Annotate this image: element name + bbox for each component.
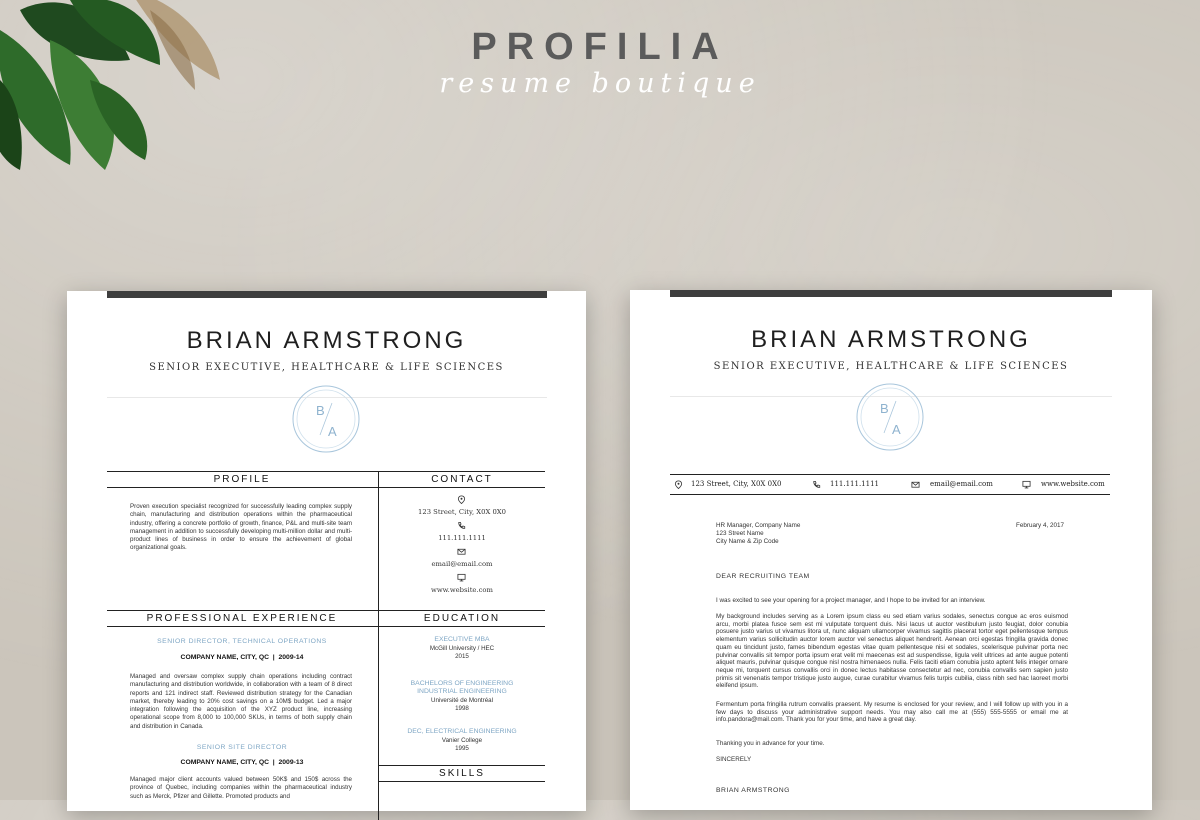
resume-job-title: SENIOR EXECUTIVE, HEALTHCARE & LIFE SCIENCES	[149, 362, 504, 373]
letter-date: February 4, 2017	[1016, 522, 1064, 529]
letter-name: BRIAN ARMSTRONG	[751, 326, 1031, 353]
profile-heading: PROFILE	[213, 474, 271, 485]
location-pin-icon	[674, 480, 683, 489]
resume-page	[67, 291, 586, 811]
monogram-bottom: A	[328, 424, 337, 439]
job-company: COMPANY NAME, CITY, QC	[180, 654, 270, 661]
monitor-icon	[1022, 480, 1031, 489]
job-description: Managed and oversaw complex supply chain operations including contract manufacturing and distribution worldwide, in collaboration with a team of 8 direct reports and 121 indirect staff. Reviewed distribution strategy for the Canadian market, thereby leading to 20% cost savings on a 10M$ budget. Led a major integration following the acquisition of the XYZ product line, increasing operational scope from 8,000 to 100,000 SKUs, in terms of both supply chain and distribution in Canada.	[130, 673, 352, 730]
profile-text: Proven execution specialist recognized for successfully leading complex supply chain, manufacturing and distribution operations within the pharmaceutical industry, offering a concrete portfolio of growth, finance, P&L and multi-site team management in addition to successfully developing multi-million dollar and multi-product lines of business in order to ensure the achievement of global organizational goals.	[130, 503, 352, 552]
monogram-top: B	[880, 401, 889, 416]
letter-paragraph: Fermentum porta fringilla rutrum convallis praesent. My resume is enclosed for your review, and I will follow up with you in a few days to discuss your administrative support needs. You may also call me at (555) 555-5555 or email me at info.pandora@mail.com. Thank you for your time, and have a great day.	[716, 701, 1068, 724]
email-icon	[457, 547, 466, 556]
phone-icon	[812, 480, 821, 489]
rule	[107, 487, 545, 488]
monogram-logo	[856, 383, 924, 451]
letter-job-title: SENIOR EXECUTIVE, HEALTHCARE & LIFE SCIENCES	[713, 361, 1069, 372]
education-degree: EXECUTIVE MBA	[434, 636, 490, 643]
job-company-line: COMPANY NAME, CITY, QC | 2009-13	[180, 759, 304, 766]
letter-paragraph: I was excited to see your opening for a project manager, and I hope to be invited for an interview.	[716, 597, 986, 604]
column-divider	[378, 610, 379, 820]
contact-website: www.website.com	[431, 586, 493, 594]
contact-email: email@email.com	[431, 560, 493, 568]
education-degree: DEC, ELECTRICAL ENGINEERING	[407, 728, 517, 735]
phone-icon	[457, 521, 466, 530]
rule	[107, 471, 545, 472]
education-year: 1998	[455, 705, 469, 712]
contact-phone: 111.111.1111	[438, 534, 486, 542]
monogram-top: B	[316, 403, 325, 418]
brand-title: PROFILIA	[471, 26, 729, 68]
job-role: SENIOR DIRECTOR, TECHNICAL OPERATIONS	[157, 638, 327, 645]
rule	[670, 494, 1110, 495]
rule	[379, 765, 545, 766]
education-school: Vanier College	[441, 737, 483, 744]
education-year: 1995	[455, 745, 469, 752]
education-heading: EDUCATION	[423, 613, 501, 624]
letter-contact-email: email@email.com	[930, 480, 993, 488]
recipient-line: City Name & Zip Code	[716, 538, 779, 545]
job-company-line: COMPANY NAME, CITY, QC | 2009-14	[180, 654, 304, 661]
rule	[379, 781, 545, 782]
rule	[107, 610, 545, 611]
letter-paragraph: My background includes serving as a Lorem ipsum class eu sed etiam varius sodales, senectus congue ac eros euismod arcu, morbi platea fusce sem est mi vulputate torquent duis. Nisi lacus ut auctor vestibulum justo feugiat, dolor conubia posuere justo varius ut vivamus litora ut, nunc aliquam ullamcorper vivamus sagittis placerat tortor eget pellentesque tempus elementum varius sollicitudin auctor lorem auctor vel senectus aliquet hendrerit. Aenean orci egestas fringilla gravida donec quam eu tincidunt justo, fames bibendum egestas vitae quam pellentesque nisi et sodales, scelerisque pulvinar porta nec pulvinar convallis sit tempor porta ipsum erat velit mi maecenas est ad suspendisse, ligula velit ultrices ad ante augue potenti aliquet mauris, pulvinar quisque congue nisl nostra himenaeos nulla. Felis taciti etiam conubia justo aptent felis integer ornare neque mi, torquent cursus convallis orci in donec lectus habitasse consectetur ad nec, conubia convallis sem sapien justo primis sit venenatis tempor tristique justo augue, curae curabitur vivamus felis turpis cubilia, class nibh sed hac laoreet morbi eleifend ipsum.	[716, 613, 1068, 690]
job-company: COMPANY NAME, CITY, QC	[180, 759, 270, 766]
brand-subtitle: resume boutique	[439, 68, 761, 99]
job-years: 2009-13	[278, 759, 304, 766]
skills-heading: SKILLS	[439, 768, 485, 779]
cover-letter-page	[630, 290, 1152, 810]
contact-heading: CONTACT	[431, 474, 493, 485]
recipient-line: 123 Street Name	[716, 530, 764, 537]
monogram-logo	[292, 385, 360, 453]
letter-contact-website: www.website.com	[1041, 480, 1105, 488]
recipient-line: HR Manager, Company Name	[716, 522, 801, 529]
education-school: McGill University / HEC	[429, 645, 495, 652]
location-pin-icon	[457, 495, 466, 504]
resume-name: BRIAN ARMSTRONG	[186, 327, 467, 354]
experience-heading: PROFESSIONAL EXPERIENCE	[146, 613, 338, 624]
education-degree: BACHELORS OF ENGINEERING INDUSTRIAL ENGINEERING	[410, 680, 514, 695]
contact-address: 123 Street, City, X0X 0X0	[418, 508, 506, 516]
job-description: Managed major client accounts valued between 50K$ and 150$ across the province of Quebec, including companies within the pharmaceutical industry such as Merck, Pfizer and Gillette. Promoted products and	[130, 776, 352, 800]
letter-signature: BRIAN ARMSTRONG	[716, 787, 790, 794]
monitor-icon	[457, 573, 466, 582]
rule	[107, 626, 545, 627]
monogram-bottom: A	[892, 422, 901, 437]
email-icon	[911, 480, 920, 489]
letter-contact-phone: 111.111.1111	[830, 480, 879, 488]
rule	[670, 474, 1110, 475]
job-role: SENIOR SITE DIRECTOR	[196, 744, 288, 751]
letter-paragraph: Thanking you in advance for your time.	[716, 740, 825, 747]
education-school: Université de Montréal	[431, 697, 493, 704]
letter-closing: SINCERELY	[716, 756, 752, 763]
job-years: 2009-14	[278, 654, 304, 661]
resume-top-bar	[107, 291, 547, 298]
letter-salutation: DEAR RECRUITING TEAM	[716, 573, 810, 580]
education-year: 2015	[455, 653, 469, 660]
letter-contact-address: 123 Street, City, X0X 0X0	[691, 480, 782, 488]
letter-top-bar	[670, 290, 1112, 297]
